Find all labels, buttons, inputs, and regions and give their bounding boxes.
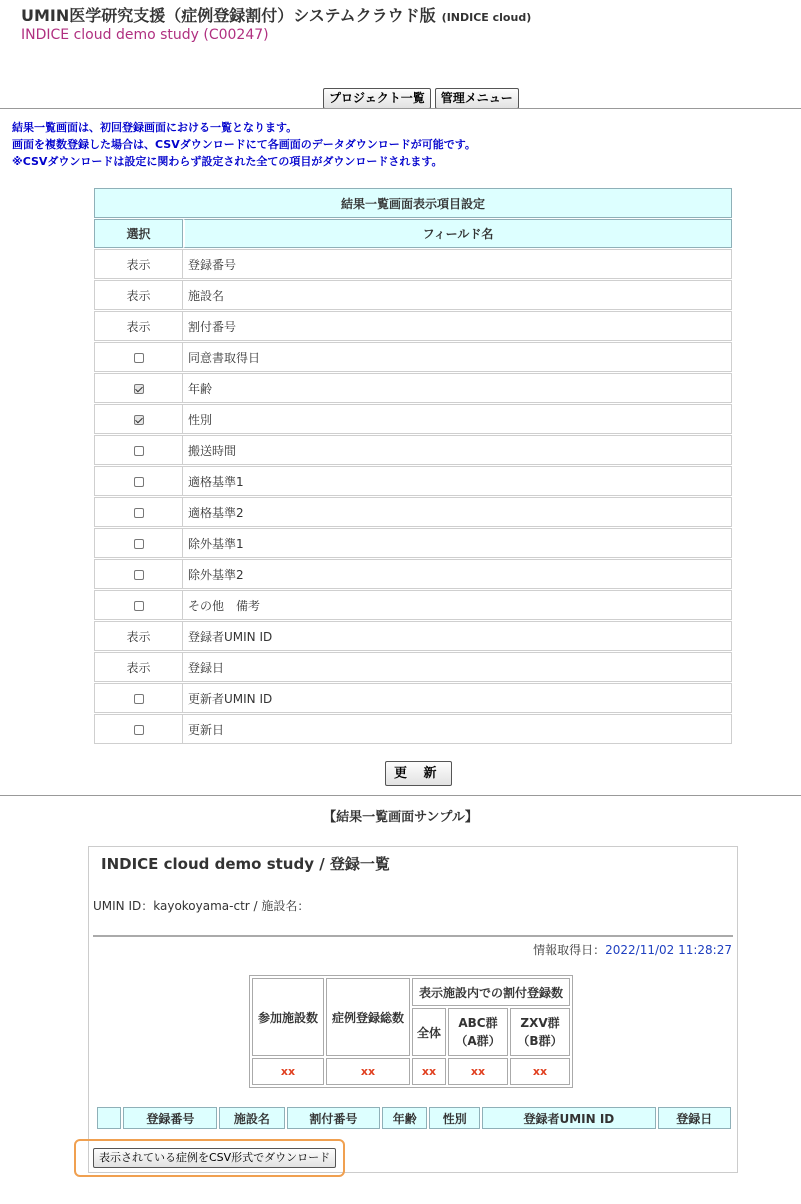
settings-row [94, 528, 732, 558]
select-cell [94, 342, 183, 372]
settings-row [94, 559, 732, 589]
display-checkbox[interactable] [134, 477, 144, 487]
display-checkbox[interactable] [134, 353, 144, 363]
count-header-alloc: 表示施設内での割付登録数 [412, 978, 570, 1006]
display-checkbox[interactable] [134, 539, 144, 549]
result-column-reg-date: 登録日 [658, 1107, 731, 1129]
date-label: 情報取得日： [533, 943, 606, 957]
group-b-name: ZXV群 [520, 1016, 560, 1030]
count-value: xx [510, 1058, 570, 1085]
field-name: 更新者UMIN ID [183, 683, 732, 713]
count-value: xx [448, 1058, 508, 1085]
select-fixed-label: 表示 [94, 249, 183, 279]
settings-row [94, 652, 732, 682]
csv-download-button[interactable]: 表示されている症例をCSV形式でダウンロード [93, 1148, 336, 1168]
settings-row [94, 404, 732, 434]
settings-row [94, 249, 732, 279]
result-column-reg-no: 登録番号 [123, 1107, 217, 1129]
field-name: 割付番号 [183, 311, 732, 341]
result-column-registrant: 登録者UMIN ID [482, 1107, 655, 1129]
field-name: 同意書取得日 [183, 342, 732, 372]
count-value: xx [252, 1058, 324, 1085]
select-cell [94, 497, 183, 527]
display-checkbox[interactable] [134, 570, 144, 580]
display-checkbox[interactable] [134, 601, 144, 611]
note-line: 画面を複数登録した場合は、CSVダウンロードにて各画面のデータダウンロードが可能です。 [12, 138, 476, 151]
settings-row [94, 280, 732, 310]
select-cell [94, 559, 183, 589]
settings-row [94, 497, 732, 527]
notes [12, 119, 476, 170]
field-name: 登録日 [183, 652, 732, 682]
display-checkbox[interactable] [134, 446, 144, 456]
select-cell [94, 373, 183, 403]
settings-row [94, 435, 732, 465]
date-value: 2022/11/02 11:28:27 [605, 943, 732, 957]
sample-heading: INDICE cloud demo study / 登録一覧 [101, 855, 390, 873]
settings-row [94, 466, 732, 496]
settings-row [94, 714, 732, 744]
select-fixed-label: 表示 [94, 652, 183, 682]
counts-table [249, 975, 573, 1088]
app-title-text: UMIN医学研究支援（症例登録割付）システムクラウド版 [21, 6, 436, 25]
display-checkbox[interactable] [134, 725, 144, 735]
group-a-name: ABC群 [458, 1016, 498, 1030]
select-cell [94, 528, 183, 558]
app-title-small: (INDICE cloud) [441, 11, 532, 24]
field-name: 性別 [183, 404, 732, 434]
field-name: 登録番号 [183, 249, 732, 279]
count-header-total: 症例登録総数 [326, 978, 410, 1056]
sample-retrieved-date [533, 941, 732, 958]
field-name: 登録者UMIN ID [183, 621, 732, 651]
field-name: 施設名 [183, 280, 732, 310]
field-name: 適格基準1 [183, 466, 732, 496]
select-cell [94, 404, 183, 434]
result-column-blank [97, 1107, 121, 1129]
sample-divider [93, 935, 733, 937]
count-header-group-a [448, 1008, 508, 1056]
select-cell [94, 590, 183, 620]
display-checkbox[interactable] [134, 508, 144, 518]
study-name: INDICE cloud demo study (C00247) [21, 27, 269, 43]
sample-section-title: 【結果一覧画面サンプル】 [323, 810, 478, 825]
select-fixed-label: 表示 [94, 311, 183, 341]
results-table [95, 1107, 733, 1129]
field-name: 年齢 [183, 373, 732, 403]
column-header-select: 選択 [94, 219, 183, 248]
select-fixed-label: 表示 [94, 621, 183, 651]
field-name: 除外基準2 [183, 559, 732, 589]
settings-row [94, 311, 732, 341]
settings-row [94, 342, 732, 372]
field-name: 除外基準1 [183, 528, 732, 558]
column-header-field: フィールド名 [183, 219, 732, 248]
select-cell [94, 714, 183, 744]
admin-menu-button[interactable]: 管理メニュー [435, 88, 519, 109]
group-a-sub: （A群） [455, 1034, 501, 1048]
settings-row [94, 683, 732, 713]
highlight-outline [74, 1139, 345, 1177]
project-list-button[interactable]: プロジェクト一覧 [323, 88, 431, 109]
group-b-sub: （B群） [517, 1034, 563, 1048]
select-cell [94, 683, 183, 713]
display-settings-table [94, 187, 732, 745]
count-value: xx [412, 1058, 446, 1085]
count-header-all: 全体 [412, 1008, 446, 1056]
select-fixed-label: 表示 [94, 280, 183, 310]
settings-row [94, 590, 732, 620]
top-buttons [323, 88, 519, 109]
select-cell [94, 466, 183, 496]
field-name: 更新日 [183, 714, 732, 744]
sample-user-line: UMIN ID：kayokoyama-ctr / 施設名： [93, 899, 310, 913]
count-header-group-b [510, 1008, 570, 1056]
select-cell [94, 435, 183, 465]
app-title [21, 3, 531, 26]
result-column-sex: 性別 [429, 1107, 480, 1129]
count-header-facilities: 参加施設数 [252, 978, 324, 1056]
result-column-age: 年齢 [382, 1107, 427, 1129]
note-line: ※CSVダウンロードは設定に関わらず設定された全ての項目がダウンロードされます。 [12, 155, 443, 168]
divider-middle [0, 795, 801, 796]
update-button[interactable]: 更 新 [385, 761, 452, 786]
display-checkbox[interactable] [134, 415, 144, 425]
settings-row [94, 621, 732, 651]
note-line: 結果一覧画面は、初回登録画面における一覧となります。 [12, 121, 298, 134]
field-name: 適格基準2 [183, 497, 732, 527]
display-checkbox[interactable] [134, 694, 144, 704]
field-name: 搬送時間 [183, 435, 732, 465]
field-name: その他 備考 [183, 590, 732, 620]
result-column-facility: 施設名 [219, 1107, 284, 1129]
sample-preview [88, 846, 738, 1173]
settings-caption: 結果一覧画面表示項目設定 [94, 188, 732, 218]
display-checkbox[interactable] [134, 384, 144, 394]
settings-row [94, 373, 732, 403]
divider-top [0, 108, 801, 109]
result-column-alloc-no: 割付番号 [287, 1107, 381, 1129]
count-value: xx [326, 1058, 410, 1085]
